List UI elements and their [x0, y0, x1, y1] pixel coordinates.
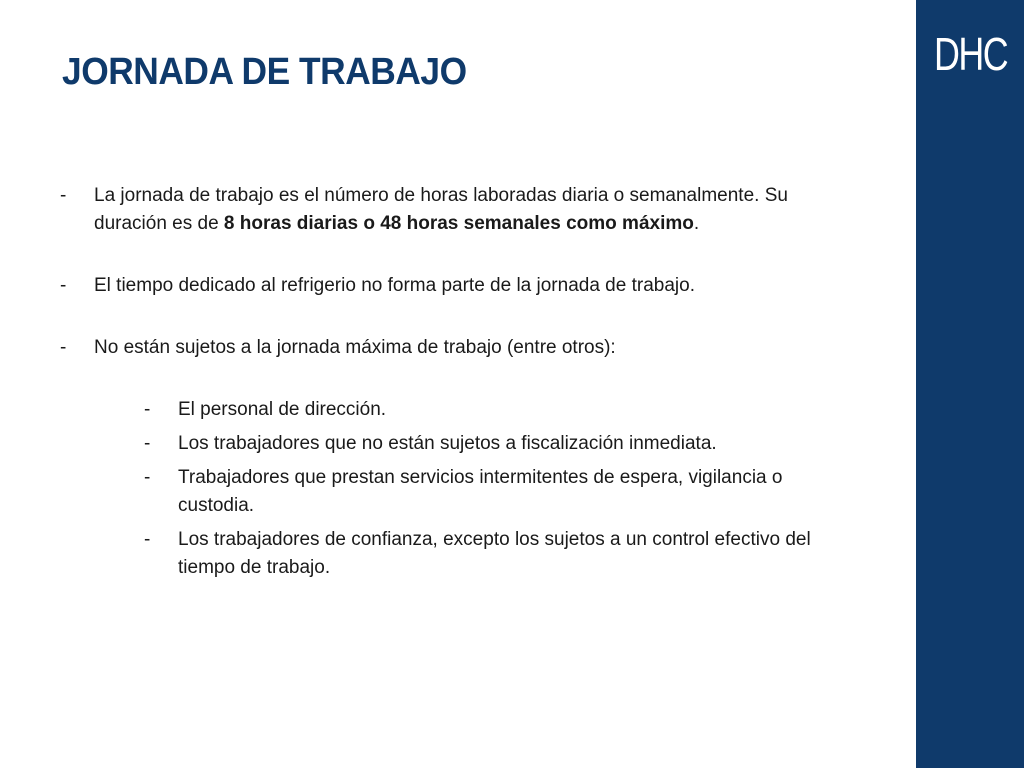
bullet-marker: -	[60, 275, 67, 296]
sub-bullet-item	[144, 396, 824, 424]
sub-bullet-marker: -	[144, 467, 151, 488]
bullet-marker: -	[60, 185, 67, 206]
sub-bullet-item	[144, 464, 824, 520]
sub-bullet-text: El personal de dirección.	[178, 399, 387, 420]
bullet-marker: -	[60, 337, 67, 358]
dhc-logo: DHC	[934, 28, 1008, 80]
sub-bullet-item	[144, 430, 824, 458]
sub-bullet-text: Los trabajadores que no están sujetos a fiscalización inmediata.	[178, 433, 717, 454]
sub-bullet-marker: -	[144, 399, 151, 420]
bullet-item	[60, 272, 860, 300]
brand-sidebar	[916, 0, 1024, 768]
sub-bullet-marker: -	[144, 433, 151, 454]
bullet-text-end: .	[693, 213, 700, 234]
bullet-item	[60, 182, 860, 238]
slide-title: JORNADA DE TRABAJO	[62, 51, 467, 93]
bullet-text: El tiempo dedicado al refrigerio no forma parte de la jornada de trabajo.	[94, 275, 695, 296]
sub-bullet-marker: -	[144, 529, 151, 550]
bullet-text-emphasis: 8 horas diarias o 48 horas semanales como máximo	[223, 213, 694, 234]
sub-bullet-list	[144, 396, 824, 582]
slide-content	[60, 182, 860, 588]
bullet-text: No están sujetos a la jornada máxima de trabajo (entre otros):	[94, 337, 616, 358]
sub-bullet-item	[144, 526, 824, 582]
bullet-text-intro: La jornada de trabajo es el número de horas laboradas diaria o semanalmente. Su duración es de	[94, 185, 788, 234]
sub-bullet-text: Trabajadores que prestan servicios intermitentes de espera, vigilancia o custodia.	[178, 467, 783, 516]
bullet-item	[60, 334, 860, 362]
sub-bullet-text: Los trabajadores de confianza, excepto los sujetos a un control efectivo del tiempo de trabajo.	[178, 529, 811, 578]
